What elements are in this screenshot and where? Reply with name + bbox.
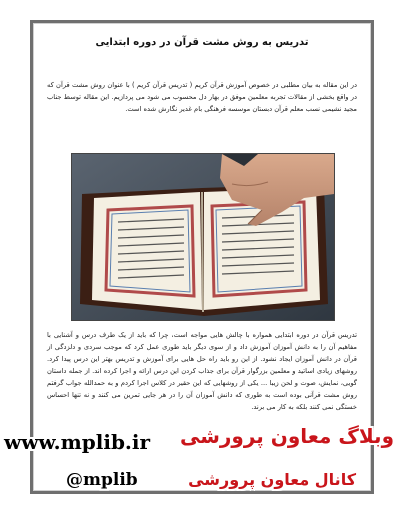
quran-book-photo (71, 153, 335, 321)
body-paragraph: تدریس قرآن در دوره ابتدایی همواره با چالش هایی مواجه است، چرا که باید از یک طرف درس و آشنایی با مفاهیم آن را به دانش آموزان آموزش داد و از سوی دیگر باید طوری عمل کرد که موجب سردی و دلزدگی از قرآن در دانش آموزان ایجاد نشود. از این رو باید راه حل هایی برای آموزش و تدریس بهتر این درس پیدا کرد. روشهای زیادی اساتید و معلمین بزرگوار قرآن برای جذاب کردن این درس ارائه و اجرا کرده اند. از جمله داستان گویی، نمایش، صوت و لحن زیبا ... یکی از روشهایی که این حقیر در کلاس اجرا کردم و به حمدالله جواب گرفتم روش مشت قرآنی بوده است به طوری که دانش آموزان آن را در هر جایی تمرین می کنند و نه تنها احساس خستگی نمی کنند بلکه به کار می برند. (47, 331, 357, 411)
channel-name-watermark: کانال معاون پرورشی (188, 470, 356, 489)
quran-photo-illustration (72, 154, 334, 320)
site-url-watermark: www.mplib.ir (4, 430, 151, 454)
handle-watermark: @mplib (66, 470, 138, 490)
blog-name-watermark: وبلاگ معاون پرورشی (179, 424, 394, 448)
intro-paragraph: در این مقاله به بیان مطلبی در خصوص آموزش قرآن کریم ( تدریس قرآن کریم ) با عنوان روش مشت قرآن که در واقع بخشی از مقالات تجربه معلمین موفق در بهار دل محسوب می شود می پردازیم. این مقاله توسط جناب مجید نشیمی نسب معلم قرآن دبستان موسسه فرهنگی بام غدیر نگارش شده است. (47, 81, 357, 113)
article-title: تدریس به روش مشت قرآن در دوره ابتدایی (95, 37, 309, 48)
document-page (30, 20, 374, 494)
